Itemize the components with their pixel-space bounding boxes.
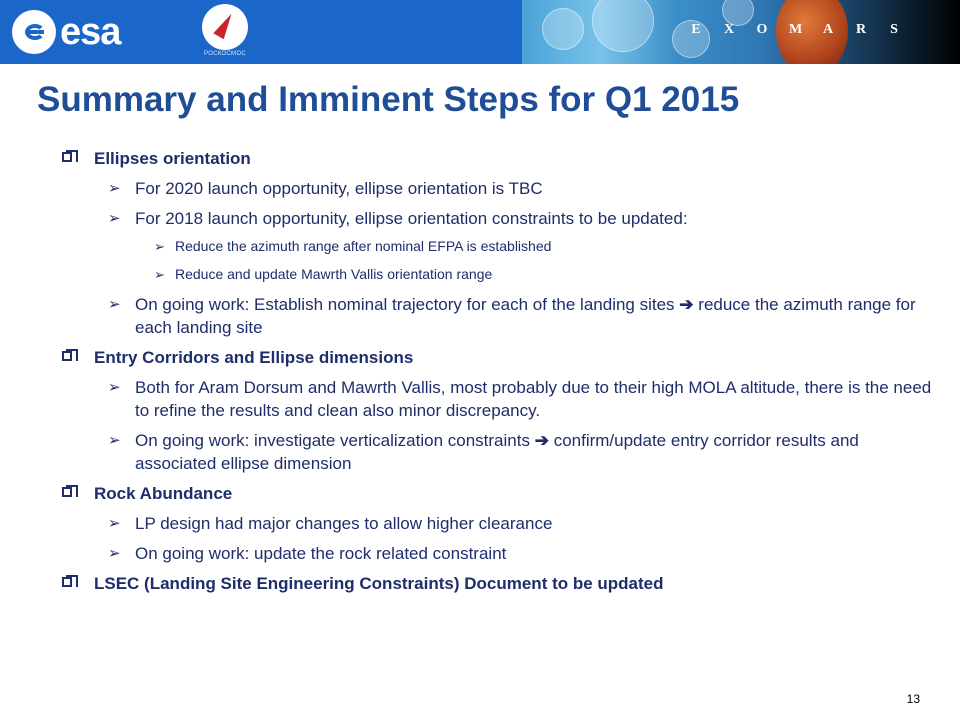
sub-bullet-item <box>62 237 932 256</box>
exomars-letter: X <box>723 22 735 37</box>
page-number: 13 <box>906 692 920 706</box>
checkbox-bullet-icon <box>62 577 72 587</box>
checkbox-bullet-icon <box>62 487 72 497</box>
exomars-letter: R <box>855 22 867 37</box>
bullet-text: On going work: investigate verticalization constraints <box>135 431 530 450</box>
exomars-letter: O <box>756 22 768 37</box>
arrow-bullet-icon: ➢ <box>108 210 121 227</box>
exomars-wordmark <box>690 22 900 38</box>
bullet-item <box>62 177 932 200</box>
sub-bullet-item <box>62 265 932 284</box>
arrow-bullet-icon: ➢ <box>108 515 121 532</box>
arrow-bullet-icon: ➢ <box>108 180 121 197</box>
bullet-text: On going work: Establish nominal trajectory for each of the landing sites <box>135 295 675 314</box>
bullet-text: For 2018 launch opportunity, ellipse orientation constraints to be updated: <box>135 209 688 228</box>
section-heading <box>62 572 932 595</box>
esa-emblem-icon <box>12 10 56 54</box>
section-heading-text: Rock Abundance <box>94 484 233 503</box>
bullet-item <box>62 542 932 565</box>
sub-bullet-text: Reduce the azimuth range after nominal EFPA is established <box>175 238 552 254</box>
bullet-item <box>62 293 932 339</box>
esa-logo <box>12 6 120 58</box>
bullet-text: Both for Aram Dorsum and Mawrth Vallis, most probably due to their high MOLA altitude, there is the need to refine the results and clean also minor discrepancy. <box>135 378 932 420</box>
checkbox-bullet-icon <box>62 351 72 361</box>
bullet-item <box>62 207 932 230</box>
bullet-text: For 2020 launch opportunity, ellipse orientation is TBC <box>135 179 543 198</box>
right-arrow-icon: ➔ <box>679 295 694 314</box>
esa-wordmark: esa <box>60 10 121 53</box>
exomars-letter: E <box>691 22 701 37</box>
slide-content <box>62 147 932 602</box>
arrow-bullet-icon: ➢ <box>108 296 121 313</box>
arrow-bullet-icon: ➢ <box>108 545 121 562</box>
checkbox-bullet-icon <box>62 152 72 162</box>
page-title: Summary and Imminent Steps for Q1 2015 <box>37 80 740 119</box>
arrow-bullet-icon: ➢ <box>154 267 165 282</box>
section-heading-text: LSEC (Landing Site Engineering Constraints) Document to be updated <box>94 574 664 593</box>
exomars-letter: M <box>789 22 803 37</box>
bullet-item <box>62 512 932 535</box>
arrow-bullet-icon: ➢ <box>108 432 121 449</box>
roscosmos-emblem-icon <box>202 4 248 50</box>
arrow-bullet-icon: ➢ <box>154 239 165 254</box>
section-heading-text: Entry Corridors and Ellipse dimensions <box>94 348 414 367</box>
header-banner <box>0 0 960 64</box>
section-heading-text: Ellipses orientation <box>94 149 251 168</box>
bullet-text: LP design had major changes to allow higher clearance <box>135 514 553 533</box>
sub-bullet-text: Reduce and update Mawrth Vallis orientation range <box>175 266 493 282</box>
right-arrow-icon: ➔ <box>534 431 549 450</box>
exomars-letter: S <box>890 22 898 37</box>
bullet-text: reduce the azimuth range for each landing site <box>135 295 916 337</box>
roscosmos-caption: РОСКОСМОС <box>204 51 246 57</box>
arrow-bullet-icon: ➢ <box>108 379 121 396</box>
section-heading <box>62 346 932 369</box>
exomars-letter: A <box>822 22 834 37</box>
bullet-item <box>62 376 932 422</box>
section-heading <box>62 482 932 505</box>
bullet-text: On going work: update the rock related constraint <box>135 544 507 563</box>
bullet-text: confirm/update entry corridor results and associated ellipse dimension <box>135 431 859 473</box>
roscosmos-logo <box>197 4 253 62</box>
bullet-item <box>62 429 932 475</box>
section-heading <box>62 147 932 170</box>
